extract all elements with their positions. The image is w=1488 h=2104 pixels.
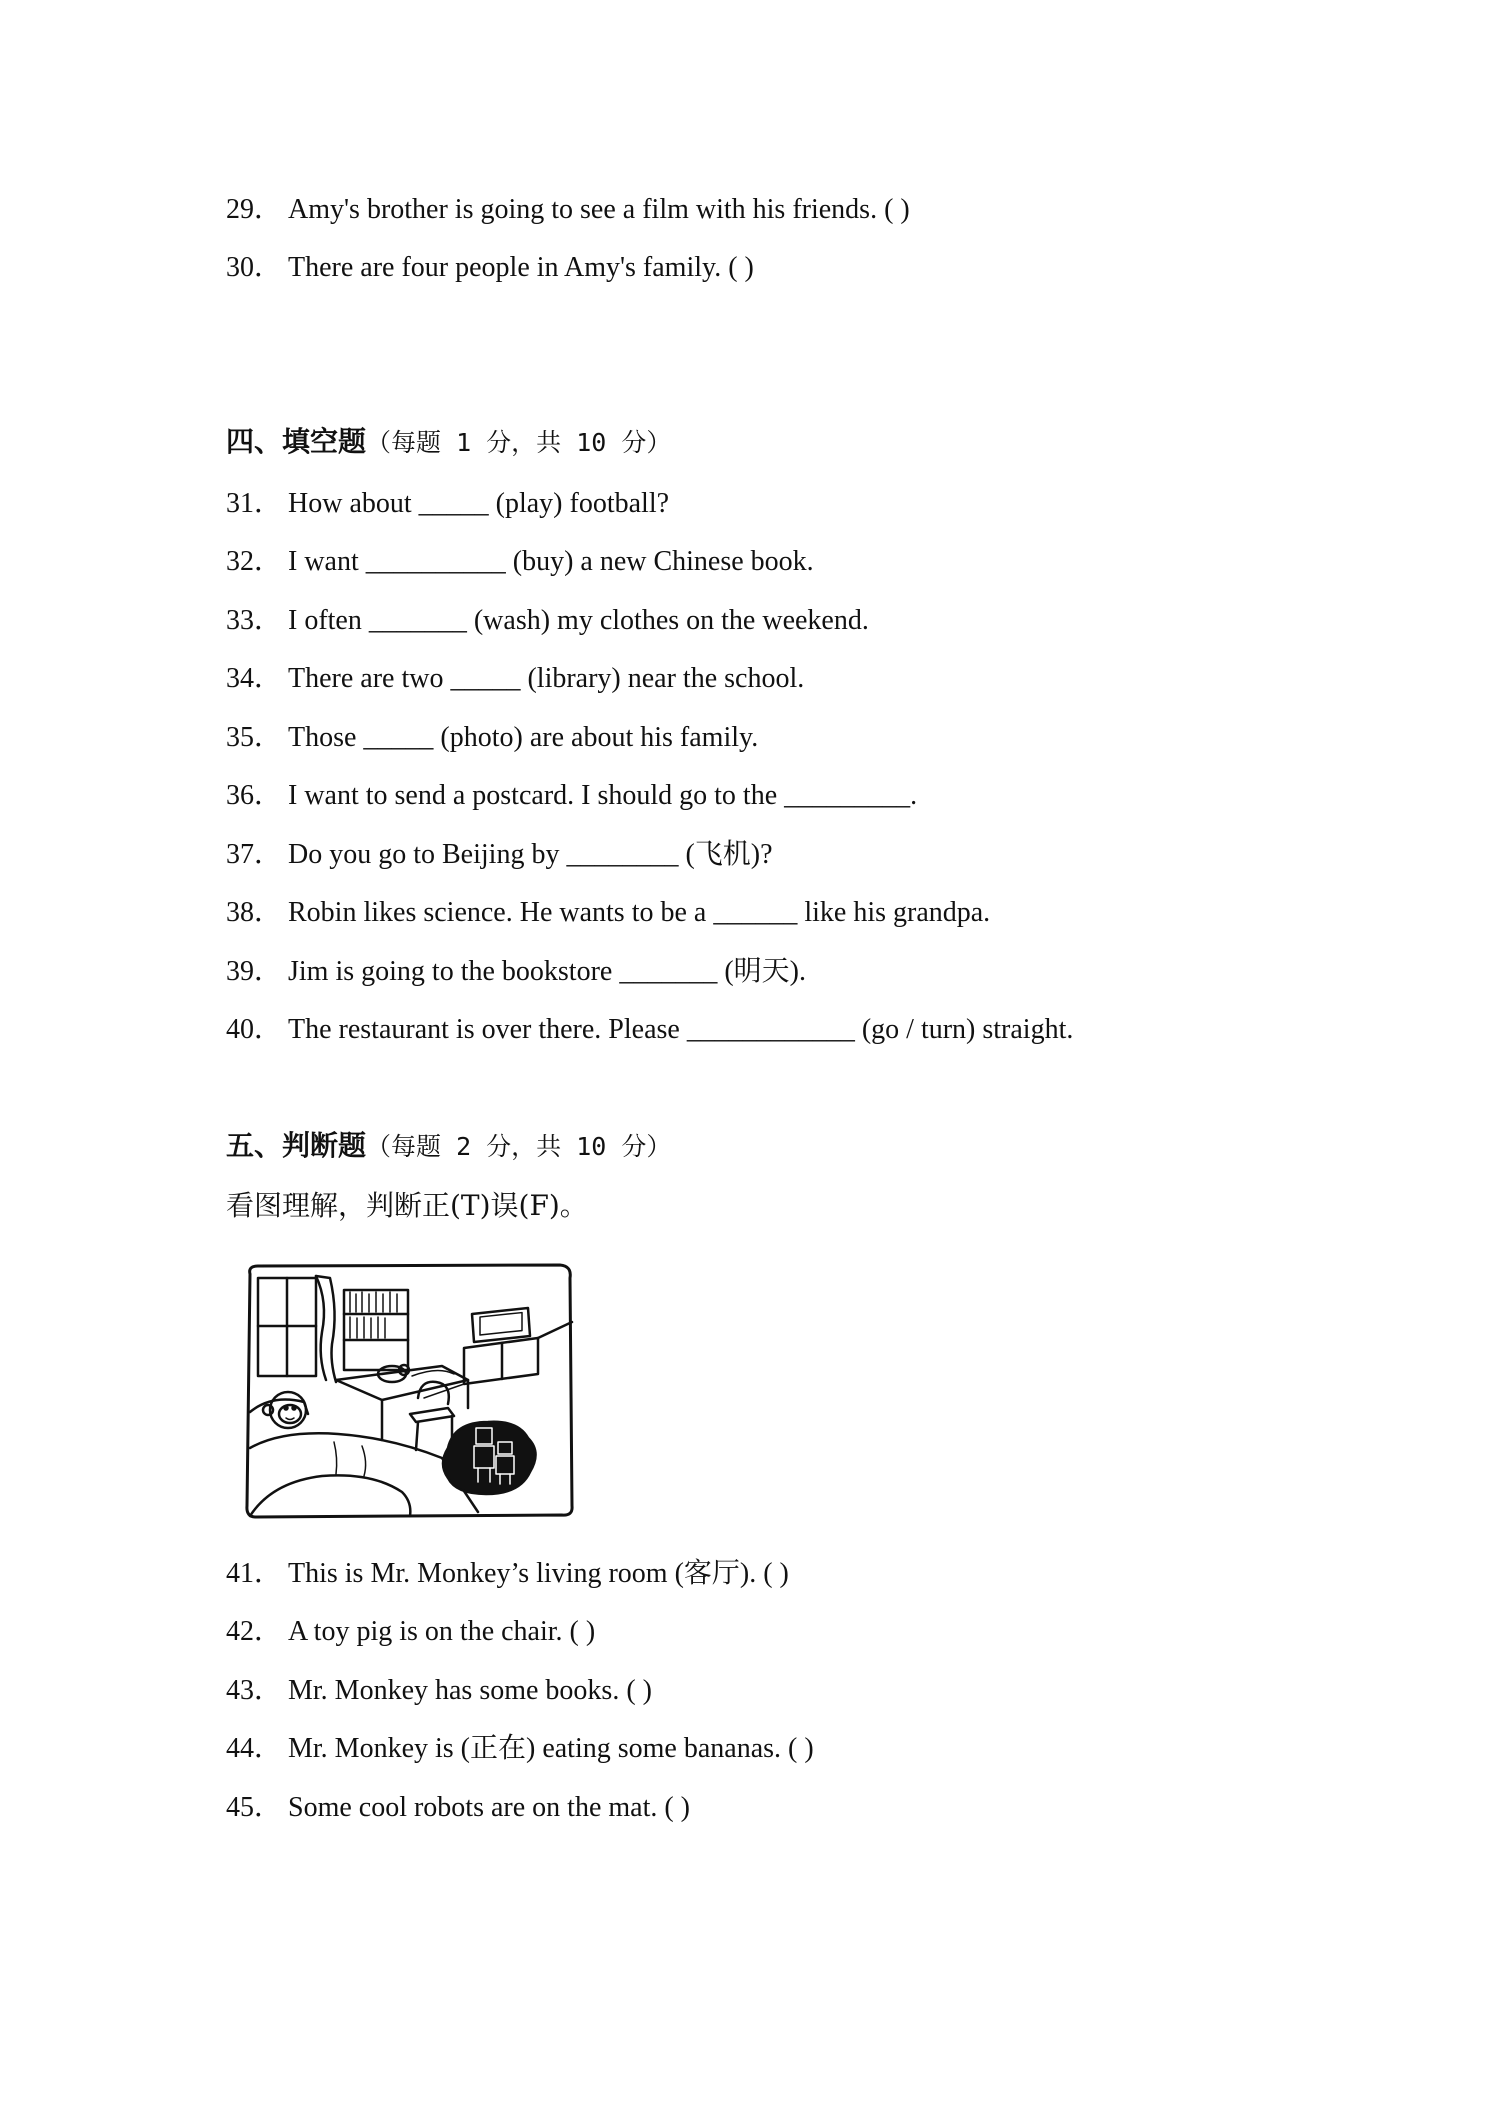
question-37 bbox=[226, 837, 773, 873]
section-title: 五、判断题 bbox=[226, 1129, 367, 1162]
question-40 bbox=[226, 1012, 1073, 1048]
question-number: 32． bbox=[226, 546, 283, 577]
question-39 bbox=[226, 954, 806, 990]
question-text: This is Mr. Monkey’s living room (客厅). ( ) bbox=[288, 1558, 789, 1589]
question-36 bbox=[226, 778, 917, 814]
question-number: 34． bbox=[226, 663, 283, 694]
question-number: 39． bbox=[226, 956, 283, 987]
question-45 bbox=[226, 1790, 690, 1826]
question-text: I want __________ (buy) a new Chinese book. bbox=[288, 546, 814, 577]
question-text: I often _______ (wash) my clothes on the weekend. bbox=[288, 605, 869, 636]
question-text: Some cool robots are on the mat. ( ) bbox=[288, 1792, 691, 1823]
question-text: Mr. Monkey is (正在) eating some bananas. ( ) bbox=[288, 1733, 814, 1764]
question-31 bbox=[226, 486, 669, 522]
section-score-note: （每题 2 分，共 10 分） bbox=[366, 1132, 672, 1161]
question-number: 45． bbox=[226, 1792, 283, 1823]
question-number: 30． bbox=[226, 252, 283, 283]
bedroom-illustration-icon bbox=[242, 1262, 576, 1520]
section-instruction: 看图理解，判断正(T)误(F)。 bbox=[226, 1189, 588, 1222]
question-42 bbox=[226, 1614, 595, 1650]
question-number: 37． bbox=[226, 839, 283, 870]
section-4-heading bbox=[226, 424, 671, 461]
question-text: There are four people in Amy's family. ( ) bbox=[288, 252, 754, 283]
question-34 bbox=[226, 661, 804, 697]
question-text: Mr. Monkey has some books. ( ) bbox=[288, 1675, 652, 1706]
question-number: 29． bbox=[226, 194, 283, 225]
question-text: Amy's brother is going to see a film with his friends. ( ) bbox=[288, 194, 910, 225]
question-43 bbox=[226, 1673, 652, 1709]
question-text: A toy pig is on the chair. ( ) bbox=[288, 1616, 596, 1647]
question-text: I want to send a postcard. I should go to the _________. bbox=[288, 780, 918, 811]
question-30 bbox=[226, 250, 754, 286]
question-text: Those _____ (photo) are about his family. bbox=[288, 722, 759, 753]
question-41 bbox=[226, 1556, 789, 1592]
question-33 bbox=[226, 603, 869, 639]
question-number: 31． bbox=[226, 488, 283, 519]
question-35 bbox=[226, 720, 758, 756]
question-number: 43． bbox=[226, 1675, 283, 1706]
question-text: Do you go to Beijing by ________ (飞机)? bbox=[288, 839, 773, 870]
question-number: 35． bbox=[226, 722, 283, 753]
question-text: The restaurant is over there. Please ____________ (go / turn) straight. bbox=[288, 1014, 1074, 1045]
question-number: 42． bbox=[226, 1616, 283, 1647]
question-number: 41． bbox=[226, 1558, 283, 1589]
question-44 bbox=[226, 1731, 814, 1767]
question-number: 36． bbox=[226, 780, 283, 811]
question-number: 38． bbox=[226, 897, 283, 928]
question-text: How about _____ (play) football? bbox=[288, 488, 670, 519]
section-title: 四、填空题 bbox=[226, 425, 367, 458]
section-5-heading bbox=[226, 1128, 671, 1165]
section-score-note: （每题 1 分，共 10 分） bbox=[366, 428, 672, 457]
question-number: 40． bbox=[226, 1014, 283, 1045]
question-29 bbox=[226, 192, 910, 228]
question-text: Robin likes science. He wants to be a ______ like his grandpa. bbox=[288, 897, 991, 928]
question-text: There are two _____ (library) near the school. bbox=[288, 663, 805, 694]
question-number: 33． bbox=[226, 605, 283, 636]
question-text: Jim is going to the bookstore _______ (明天). bbox=[288, 956, 806, 987]
question-number: 44． bbox=[226, 1733, 283, 1764]
question-38 bbox=[226, 895, 990, 931]
question-32 bbox=[226, 544, 814, 580]
